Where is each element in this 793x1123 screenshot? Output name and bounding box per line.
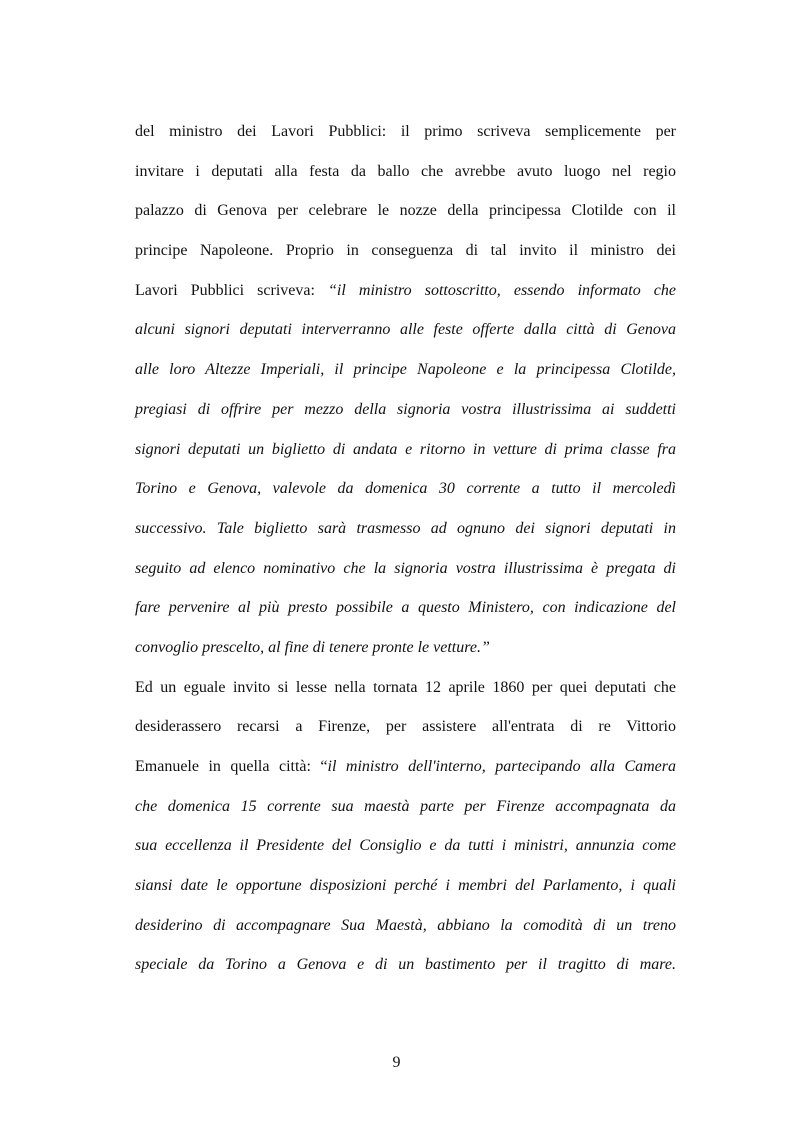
text-line <box>135 112 676 152</box>
text-line <box>135 469 676 509</box>
quoted-text: seguito ad elenco nominativo che la signoria vostra illustrissima è pregata di <box>135 559 676 577</box>
text-line <box>135 310 676 350</box>
text-line <box>135 826 676 866</box>
text-line <box>135 707 676 747</box>
text-line <box>135 271 676 311</box>
text-line <box>135 945 676 985</box>
quoted-text: speciale da Torino a Genova e di un bastimento per il tragitto di mare. <box>135 956 676 974</box>
text-line <box>135 509 676 549</box>
quoted-text: convoglio prescelto, al fine di tenere pronte le vetture.” <box>135 638 490 656</box>
text-line <box>135 787 676 827</box>
body-text-run: Lavori Pubblici scriveva: <box>135 281 329 299</box>
body-text <box>135 112 676 985</box>
text-line <box>135 430 676 470</box>
body-text-run: desiderassero recarsi a Firenze, per assistere all'entrata di re Vittorio <box>135 718 676 736</box>
quoted-text: desiderino di accompagnare Sua Maestà, abbiano la comodità di un treno <box>135 916 676 934</box>
text-line <box>135 628 676 668</box>
quoted-text: alle loro Altezze Imperiali, il principe Napoleone e la principessa Clotilde, <box>135 361 676 379</box>
text-line <box>135 231 676 271</box>
quoted-text: pregiasi di offrire per mezzo della signoria vostra illustrissima ai suddetti <box>135 400 676 418</box>
text-line <box>135 866 676 906</box>
quoted-text: fare pervenire al più presto possibile a questo Ministero, con indicazione del <box>135 599 676 617</box>
page-number: 9 <box>392 1054 401 1071</box>
text-line <box>135 350 676 390</box>
quoted-text: siansi date le opportune disposizioni perché i membri del Parlamento, i quali <box>135 877 676 895</box>
text-line <box>135 152 676 192</box>
quoted-text: che domenica 15 corrente sua maestà parte per Firenze accompagnata da <box>135 797 676 815</box>
quoted-text: signori deputati un biglietto di andata e ritorno in vetture di prima classe fra <box>135 440 676 458</box>
text-line <box>135 191 676 231</box>
quoted-text: alcuni signori deputati interverranno alle feste offerte dalla città di Genova <box>135 321 676 339</box>
quoted-text: successivo. Tale biglietto sarà trasmesso ad ognuno dei signori deputati in <box>135 519 676 537</box>
quoted-text: “il ministro sottoscritto, essendo informato che <box>328 281 676 299</box>
body-text-run: palazzo di Genova per celebrare le nozze della principessa Clotilde con il <box>135 202 676 220</box>
text-line <box>135 588 676 628</box>
body-text-run: principe Napoleone. Proprio in conseguenza di tal invito il ministro dei <box>135 242 676 260</box>
body-text-run: invitare i deputati alla festa da ballo che avrebbe avuto luogo nel regio <box>135 162 676 180</box>
text-line <box>135 549 676 589</box>
body-text-run: del ministro dei Lavori Pubblici: il primo scriveva semplicemente per <box>135 123 676 140</box>
quoted-text: sua eccellenza il Presidente del Consiglio e da tutti i ministri, annunzia come <box>135 837 676 855</box>
text-line <box>135 747 676 787</box>
quoted-text: Torino e Genova, valevole da domenica 30 corrente a tutto il mercoledì <box>135 480 676 498</box>
text-line <box>135 906 676 946</box>
body-text-run: Ed un eguale invito si lesse nella tornata 12 aprile 1860 per quei deputati che <box>135 678 676 696</box>
body-text-run: Emanuele in quella città: “ <box>135 758 328 775</box>
text-line <box>135 390 676 430</box>
text-line <box>135 668 676 708</box>
quoted-text: il ministro dell'interno, partecipando alla Camera <box>327 758 676 775</box>
